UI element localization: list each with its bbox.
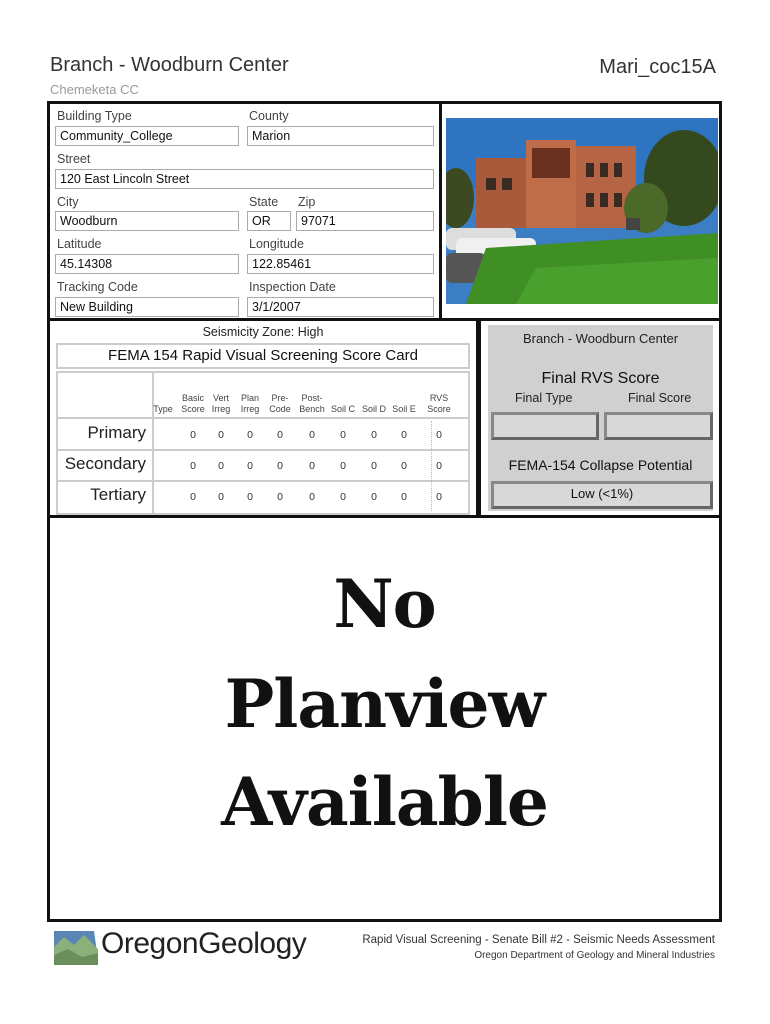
state-label: State (249, 195, 279, 209)
column-header-line-2: Score (181, 404, 205, 414)
score-cell: 0 (218, 460, 224, 472)
column-header (384, 393, 424, 415)
column-header-line-1: Basic (181, 393, 204, 403)
zip-field: 97071 (296, 211, 434, 231)
planview-panel (47, 515, 722, 922)
summary-name: Branch - Woodburn Center (522, 331, 679, 346)
collapse-title: FEMA-154 Collapse Potential (508, 457, 693, 473)
final-type-label: Final Type (515, 391, 573, 405)
score-cell: 0 (277, 429, 283, 441)
planview-line-3: Available (221, 763, 548, 841)
collapse-value: Low (<1%) (491, 481, 713, 509)
inspection-date-field: 3/1/2007 (247, 297, 434, 317)
column-header-line-2: Soil C (330, 404, 355, 414)
column-header-line-2: Irreg (211, 404, 231, 414)
county-field: Marion (247, 126, 434, 146)
building-photo (446, 118, 718, 304)
column-header-line-2: Soil D (361, 404, 386, 414)
final-score-label: Final Score (628, 391, 692, 405)
score-cell: 0 (309, 460, 315, 472)
score-cell: 0 (401, 491, 407, 503)
score-cell: 0 (436, 429, 442, 441)
page-title: Branch - Woodburn Center (50, 54, 289, 76)
row-label: Secondary (64, 454, 146, 473)
photo-panel (439, 101, 722, 321)
tracking-code-field: New Building (55, 297, 239, 317)
city-label: City (57, 195, 79, 209)
column-header-line-2: Soil E (392, 404, 416, 414)
building-code: Mari_coc15A (599, 56, 716, 78)
zip-label: Zip (298, 195, 316, 209)
planview-line-1: No (333, 565, 436, 643)
seismicity-zone: Seismicity Zone: High (202, 325, 324, 339)
footer-line-1: Rapid Visual Screening - Senate Bill #2 - Seismic Needs Assessment (362, 934, 715, 946)
column-header (419, 393, 459, 415)
inspection-date-label: Inspection Date (249, 280, 336, 294)
column-header-line-1: RVS (429, 393, 449, 403)
score-cell: 0 (247, 491, 253, 503)
planview-line-2: Planview (224, 665, 545, 743)
state-field: OR (247, 211, 291, 231)
column-header-line-1: Post- (301, 393, 323, 403)
score-card-title: FEMA 154 Rapid Visual Screening Score Card (56, 343, 470, 369)
score-cell: 0 (371, 460, 377, 472)
score-cell: 0 (371, 429, 377, 441)
score-cell: 0 (277, 491, 283, 503)
score-cell: 0 (247, 460, 253, 472)
column-header-line-1 (384, 393, 424, 404)
oregon-geology-logo-icon (54, 927, 98, 967)
final-type-value (491, 412, 599, 440)
final-score-box (488, 325, 713, 462)
county-label: County (249, 109, 289, 123)
score-cell: 0 (190, 460, 196, 472)
latitude-field: 45.14308 (55, 254, 239, 274)
score-card-panel (47, 318, 479, 518)
collapse-potential-box (488, 452, 713, 511)
score-cell: 0 (218, 491, 224, 503)
score-cell: 0 (277, 460, 283, 472)
score-cell: 0 (340, 429, 346, 441)
footer-line-2: Oregon Department of Geology and Mineral Industries (474, 950, 715, 961)
column-header-line-1: Plan (240, 393, 259, 403)
longitude-label: Longitude (249, 237, 304, 251)
score-cell: 0 (309, 491, 315, 503)
street-field: 120 East Lincoln Street (55, 169, 434, 189)
page-subtitle: Chemeketa CC (50, 82, 139, 97)
score-cell: 0 (218, 429, 224, 441)
row-label: Primary (87, 423, 146, 442)
score-cell: 0 (436, 460, 442, 472)
column-header-line-1: Pre- (271, 393, 289, 403)
score-cell: 0 (247, 429, 253, 441)
column-header-line-2: Score (427, 404, 451, 414)
footer-logo-text: OregonGeology (101, 927, 307, 960)
latitude-label: Latitude (57, 237, 102, 251)
column-header-line-2: Bench (299, 404, 325, 414)
score-cell: 0 (190, 429, 196, 441)
column-header-line-2: Code (269, 404, 291, 414)
score-table (56, 371, 470, 515)
row-label: Tertiary (90, 485, 146, 504)
building-info-panel (47, 101, 442, 321)
score-cell: 0 (371, 491, 377, 503)
score-cell: 0 (436, 491, 442, 503)
city-field: Woodburn (55, 211, 239, 231)
column-header-line-1: Vert (212, 393, 229, 403)
score-cell: 0 (401, 460, 407, 472)
score-cell: 0 (401, 429, 407, 441)
longitude-field: 122.85461 (247, 254, 434, 274)
score-cell: 0 (340, 460, 346, 472)
score-cell: 0 (309, 429, 315, 441)
final-rvs-title: Final RVS Score (541, 370, 660, 387)
tracking-code-label: Tracking Code (57, 280, 138, 294)
score-cell: 0 (190, 491, 196, 503)
summary-panel (478, 318, 722, 518)
street-label: Street (57, 152, 91, 166)
score-cell: 0 (340, 491, 346, 503)
final-score-value (604, 412, 713, 440)
building-type-field: Community_College (55, 126, 239, 146)
building-type-label: Building Type (57, 109, 132, 123)
column-header-line-2: Type (153, 404, 173, 414)
column-header-line-2: Irreg (240, 404, 260, 414)
